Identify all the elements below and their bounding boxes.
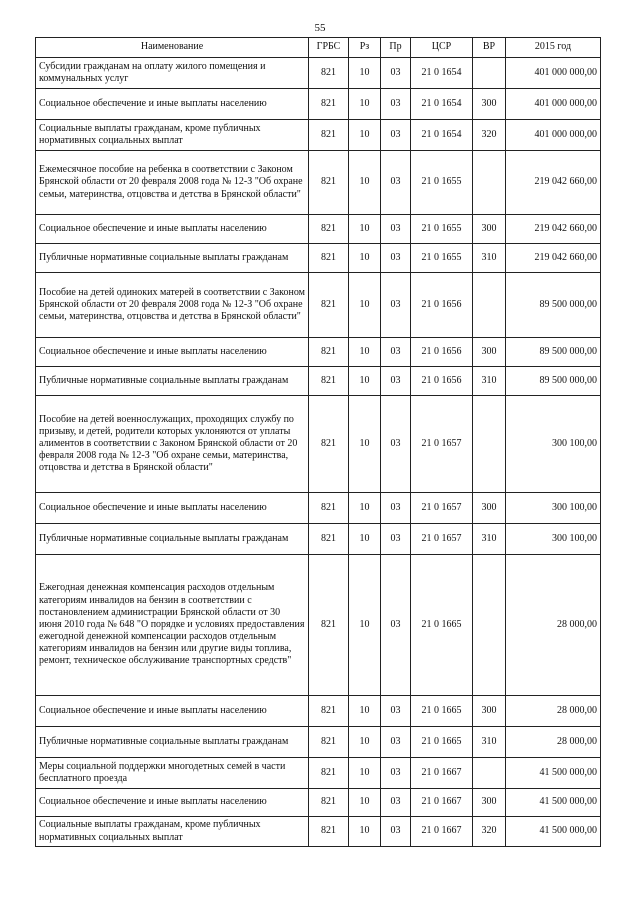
cell-grbs: 821 — [309, 338, 349, 367]
table-row — [36, 555, 601, 696]
cell-name: Субсидии гражданам на оплату жилого помещения и коммунальных услуг — [36, 58, 309, 89]
cell-grbs: 821 — [309, 493, 349, 524]
cell-grbs: 821 — [309, 396, 349, 493]
budget-table — [35, 37, 601, 847]
header-rz: Рз — [349, 38, 381, 58]
cell-pr: 03 — [381, 273, 411, 338]
cell-csr: 21 0 1667 — [411, 817, 473, 847]
cell-vr: 300 — [473, 215, 506, 244]
cell-name: Пособие на детей военнослужащих, проходящих службу по призыву, и детей, родители которых уклоняются от уплаты алиментов в соответствии с Законом Брянской области от 20 февраля 2008 года № 12-З "Об охране семьи, материнства, отцовства и детства в Брянской области" — [36, 396, 309, 493]
cell-name: Социальные выплаты гражданам, кроме публичных нормативных социальных выплат — [36, 817, 309, 847]
cell-vr — [473, 151, 506, 215]
cell-csr: 21 0 1665 — [411, 555, 473, 696]
cell-vr — [473, 555, 506, 696]
cell-amount: 41 500 000,00 — [506, 789, 601, 817]
cell-name: Меры социальной поддержки многодетных семей в части бесплатного проезда — [36, 758, 309, 789]
cell-grbs: 821 — [309, 727, 349, 758]
cell-vr: 310 — [473, 524, 506, 555]
cell-pr: 03 — [381, 727, 411, 758]
cell-name: Социальное обеспечение и иные выплаты населению — [36, 338, 309, 367]
cell-grbs: 821 — [309, 524, 349, 555]
cell-amount: 300 100,00 — [506, 493, 601, 524]
cell-amount: 28 000,00 — [506, 555, 601, 696]
cell-vr: 310 — [473, 244, 506, 273]
cell-vr — [473, 758, 506, 789]
header-grbs: ГРБС — [309, 38, 349, 58]
cell-vr: 310 — [473, 367, 506, 396]
cell-csr: 21 0 1665 — [411, 727, 473, 758]
cell-pr: 03 — [381, 696, 411, 727]
cell-amount: 41 500 000,00 — [506, 758, 601, 789]
cell-pr: 03 — [381, 367, 411, 396]
cell-amount: 300 100,00 — [506, 396, 601, 493]
table-row — [36, 524, 601, 555]
table-row — [36, 396, 601, 493]
table-row — [36, 89, 601, 120]
cell-csr: 21 0 1657 — [411, 396, 473, 493]
cell-vr: 320 — [473, 817, 506, 847]
cell-vr — [473, 273, 506, 338]
cell-csr: 21 0 1654 — [411, 58, 473, 89]
table-row — [36, 215, 601, 244]
cell-rz: 10 — [349, 696, 381, 727]
cell-pr: 03 — [381, 58, 411, 89]
cell-rz: 10 — [349, 727, 381, 758]
cell-pr: 03 — [381, 817, 411, 847]
table-row — [36, 338, 601, 367]
table-row — [36, 758, 601, 789]
cell-name: Публичные нормативные социальные выплаты гражданам — [36, 727, 309, 758]
cell-rz: 10 — [349, 58, 381, 89]
cell-name: Социальное обеспечение и иные выплаты населению — [36, 215, 309, 244]
cell-amount: 89 500 000,00 — [506, 338, 601, 367]
cell-grbs: 821 — [309, 696, 349, 727]
header-year: 2015 год — [506, 38, 601, 58]
cell-rz: 10 — [349, 817, 381, 847]
cell-grbs: 821 — [309, 244, 349, 273]
cell-amount: 28 000,00 — [506, 727, 601, 758]
cell-csr: 21 0 1654 — [411, 120, 473, 151]
cell-pr: 03 — [381, 493, 411, 524]
cell-pr: 03 — [381, 789, 411, 817]
cell-amount: 28 000,00 — [506, 696, 601, 727]
cell-csr: 21 0 1657 — [411, 524, 473, 555]
cell-vr: 310 — [473, 727, 506, 758]
cell-rz: 10 — [349, 89, 381, 120]
table-header-row — [36, 38, 601, 58]
table-row — [36, 789, 601, 817]
cell-csr: 21 0 1656 — [411, 273, 473, 338]
header-name: Наименование — [36, 38, 309, 58]
cell-amount: 219 042 660,00 — [506, 244, 601, 273]
cell-grbs: 821 — [309, 758, 349, 789]
header-vr: ВР — [473, 38, 506, 58]
cell-name: Пособие на детей одиноких матерей в соответствии с Законом Брянской области от 20 февраля 2008 года № 12-З "Об охране семьи, материнства, отцовства и детства в Брянской области" — [36, 273, 309, 338]
table-row — [36, 817, 601, 847]
cell-rz: 10 — [349, 151, 381, 215]
cell-grbs: 821 — [309, 151, 349, 215]
header-csr: ЦСР — [411, 38, 473, 58]
cell-amount: 89 500 000,00 — [506, 273, 601, 338]
cell-name: Публичные нормативные социальные выплаты гражданам — [36, 524, 309, 555]
cell-csr: 21 0 1655 — [411, 151, 473, 215]
cell-name: Социальные выплаты гражданам, кроме публичных нормативных социальных выплат — [36, 120, 309, 151]
cell-vr: 300 — [473, 696, 506, 727]
cell-grbs: 821 — [309, 120, 349, 151]
cell-amount: 401 000 000,00 — [506, 58, 601, 89]
cell-grbs: 821 — [309, 215, 349, 244]
cell-amount: 89 500 000,00 — [506, 367, 601, 396]
cell-rz: 10 — [349, 215, 381, 244]
table-row — [36, 367, 601, 396]
cell-rz: 10 — [349, 367, 381, 396]
cell-rz: 10 — [349, 758, 381, 789]
cell-csr: 21 0 1665 — [411, 696, 473, 727]
cell-pr: 03 — [381, 244, 411, 273]
cell-amount: 401 000 000,00 — [506, 89, 601, 120]
cell-vr: 300 — [473, 338, 506, 367]
table-row — [36, 493, 601, 524]
cell-pr: 03 — [381, 555, 411, 696]
cell-amount: 219 042 660,00 — [506, 151, 601, 215]
cell-grbs: 821 — [309, 58, 349, 89]
cell-csr: 21 0 1654 — [411, 89, 473, 120]
cell-grbs: 821 — [309, 789, 349, 817]
cell-vr — [473, 58, 506, 89]
cell-name: Публичные нормативные социальные выплаты гражданам — [36, 244, 309, 273]
cell-rz: 10 — [349, 493, 381, 524]
cell-vr — [473, 396, 506, 493]
cell-grbs: 821 — [309, 817, 349, 847]
cell-csr: 21 0 1656 — [411, 338, 473, 367]
cell-name: Социальное обеспечение и иные выплаты населению — [36, 89, 309, 120]
cell-rz: 10 — [349, 789, 381, 817]
cell-pr: 03 — [381, 758, 411, 789]
cell-csr: 21 0 1667 — [411, 758, 473, 789]
cell-name: Ежегодная денежная компенсация расходов отдельным категориям инвалидов на бензин в соответствии с постановлением администрации Брянской области от 30 июня 2010 года № 648 "О порядке и условиях предоставления ежегодной денежной компенсации расходов отдельным категориям инвалидов на бензин или другие виды топлива, ремонт, техническое обслуживание транспортных средств" — [36, 555, 309, 696]
cell-csr: 21 0 1656 — [411, 367, 473, 396]
cell-rz: 10 — [349, 273, 381, 338]
cell-rz: 10 — [349, 120, 381, 151]
table-row — [36, 58, 601, 89]
cell-name: Публичные нормативные социальные выплаты гражданам — [36, 367, 309, 396]
cell-name: Ежемесячное пособие на ребенка в соответствии с Законом Брянской области от 20 февраля 2008 года № 12-З "Об охране семьи, материнства, отцовства и детства в Брянской области" — [36, 151, 309, 215]
cell-pr: 03 — [381, 151, 411, 215]
cell-rz: 10 — [349, 524, 381, 555]
cell-name: Социальное обеспечение и иные выплаты населению — [36, 789, 309, 817]
cell-pr: 03 — [381, 338, 411, 367]
cell-pr: 03 — [381, 89, 411, 120]
cell-grbs: 821 — [309, 89, 349, 120]
cell-pr: 03 — [381, 396, 411, 493]
cell-csr: 21 0 1657 — [411, 493, 473, 524]
cell-amount: 300 100,00 — [506, 524, 601, 555]
cell-grbs: 821 — [309, 555, 349, 696]
cell-rz: 10 — [349, 244, 381, 273]
page-number: 55 — [314, 22, 326, 34]
cell-amount: 401 000 000,00 — [506, 120, 601, 151]
table-row — [36, 120, 601, 151]
table-row — [36, 696, 601, 727]
cell-vr: 300 — [473, 789, 506, 817]
cell-csr: 21 0 1655 — [411, 244, 473, 273]
cell-vr: 300 — [473, 89, 506, 120]
cell-csr: 21 0 1667 — [411, 789, 473, 817]
cell-pr: 03 — [381, 215, 411, 244]
cell-grbs: 821 — [309, 367, 349, 396]
cell-rz: 10 — [349, 396, 381, 493]
cell-amount: 41 500 000,00 — [506, 817, 601, 847]
cell-vr: 300 — [473, 493, 506, 524]
table-row — [36, 244, 601, 273]
cell-name: Социальное обеспечение и иные выплаты населению — [36, 493, 309, 524]
cell-rz: 10 — [349, 338, 381, 367]
cell-amount: 219 042 660,00 — [506, 215, 601, 244]
cell-vr: 320 — [473, 120, 506, 151]
table-row — [36, 273, 601, 338]
header-pr: Пр — [381, 38, 411, 58]
cell-pr: 03 — [381, 120, 411, 151]
table-row — [36, 151, 601, 215]
table-row — [36, 727, 601, 758]
cell-grbs: 821 — [309, 273, 349, 338]
cell-rz: 10 — [349, 555, 381, 696]
cell-pr: 03 — [381, 524, 411, 555]
cell-name: Социальное обеспечение и иные выплаты населению — [36, 696, 309, 727]
cell-csr: 21 0 1655 — [411, 215, 473, 244]
